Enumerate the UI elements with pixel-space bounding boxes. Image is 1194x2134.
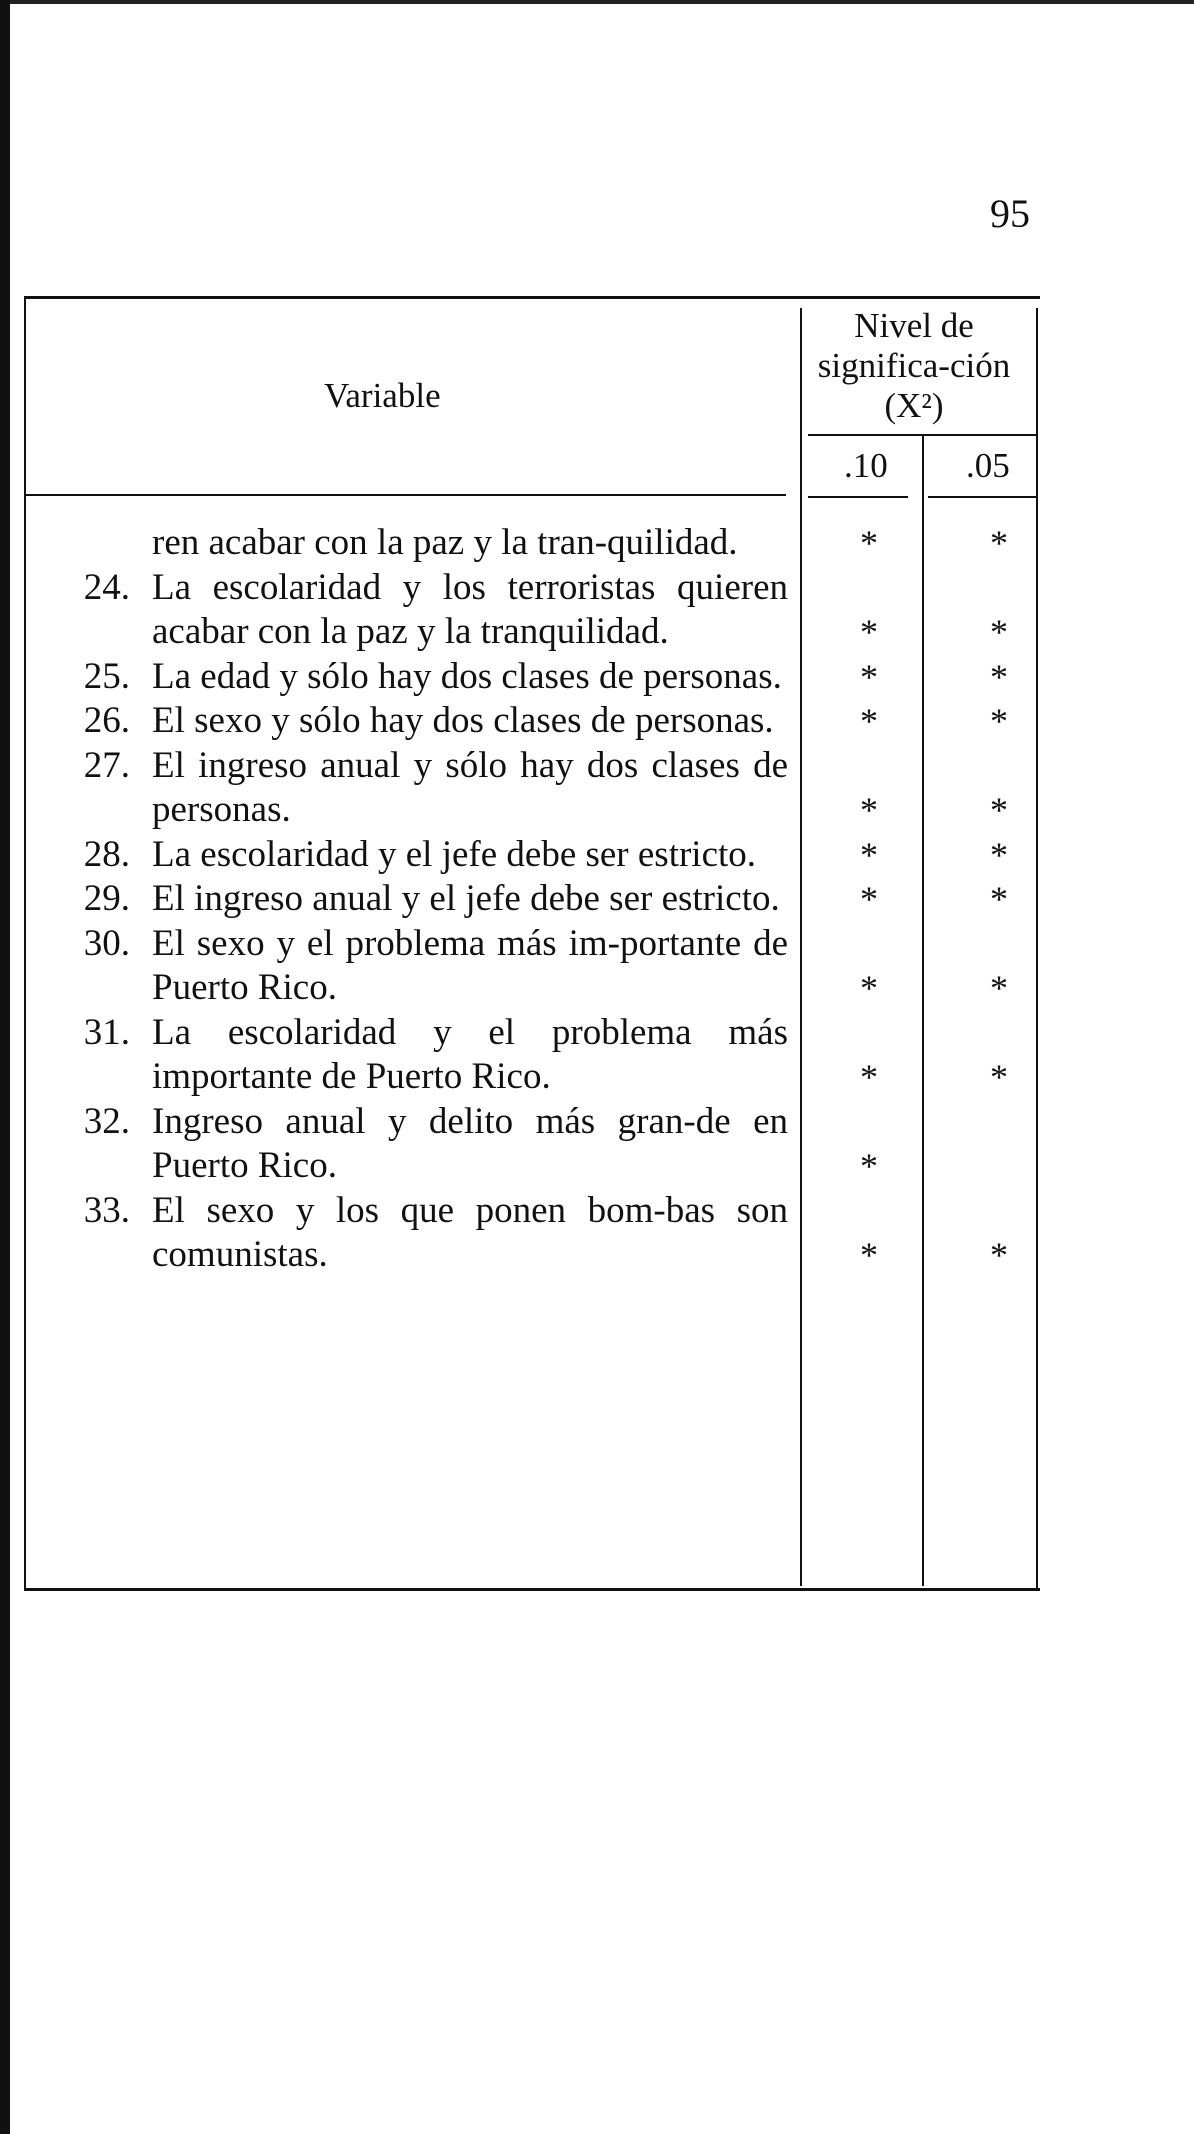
variable-column-header: Variable	[324, 376, 441, 415]
significance-mark-10: *	[860, 1235, 878, 1275]
row-variable-text: La escolaridad y los terroristas quieren acabar con la paz y la tranquilidad.	[152, 566, 788, 652]
header-bottom-rule-variable	[24, 494, 786, 496]
row-variable-text: El ingreso anual y sólo hay dos clases de personas.	[152, 744, 788, 830]
significance-table	[24, 296, 1040, 1592]
page-left-edge	[0, 0, 10, 2134]
level-05-header: .05	[966, 446, 1010, 485]
significance-mark-10: *	[860, 879, 878, 919]
row-variable-text: El sexo y sólo hay dos clases de personas.	[152, 700, 774, 741]
significance-mark-05: *	[990, 1235, 1008, 1275]
row-variable-text: La edad y sólo hay dos clases de personas.	[152, 655, 782, 697]
significance-mark-05: *	[990, 834, 1008, 875]
row-number: 31.	[83, 1011, 130, 1053]
table-row	[24, 1011, 1040, 1100]
significance-mark-10: *	[860, 523, 878, 563]
significance-mark-05: *	[990, 656, 1008, 697]
row-number: 24.	[83, 566, 130, 608]
table-row	[24, 833, 1040, 878]
row-variable-text: ren acabar con la paz y la tran-quilidad.	[152, 522, 738, 563]
table-row	[24, 699, 1040, 744]
significance-mark-10: *	[860, 656, 878, 697]
table-bottom-rule	[24, 1588, 1040, 1591]
table-row	[24, 1100, 1040, 1189]
row-variable-text: Ingreso anual y delito más gran-de en Puerto Rico.	[152, 1100, 788, 1186]
significance-mark-05: *	[990, 612, 1008, 652]
row-variable-text: La escolaridad y el problema más importante de Puerto Rico.	[152, 1011, 788, 1097]
significance-mark-10: *	[860, 790, 878, 830]
significance-mark-05: *	[990, 968, 1008, 1008]
page-number: 95	[990, 191, 1030, 236]
table-row	[24, 521, 1040, 566]
significance-mark-05: *	[990, 523, 1008, 563]
table-row	[24, 566, 1040, 655]
significance-mark-05: *	[990, 701, 1008, 741]
row-number: 25.	[83, 655, 130, 697]
row-variable-text: La escolaridad y el jefe debe ser estricto.	[152, 833, 757, 875]
row-number: 32.	[83, 1100, 130, 1142]
row-number: 29.	[83, 878, 130, 919]
significance-mark-10: *	[860, 1146, 878, 1186]
row-variable-text: El sexo y el problema más im-portante de Puerto Rico.	[152, 922, 788, 1008]
significance-mark-10: *	[860, 834, 878, 875]
table-row	[24, 655, 1040, 700]
row-number: 33.	[83, 1189, 130, 1231]
row-number: 30.	[83, 922, 130, 964]
level-10-header: .10	[844, 446, 888, 485]
page-top-edge	[0, 0, 1194, 4]
row-variable-text: El sexo y los que ponen bom-bas son comunistas.	[152, 1189, 788, 1275]
row-variable-text: El ingreso anual y el jefe debe ser estricto.	[152, 878, 780, 919]
row-number: 26.	[83, 700, 130, 741]
significance-mark-05: *	[990, 1057, 1008, 1097]
table-row	[24, 877, 1040, 922]
significance-mark-10: *	[860, 968, 878, 1008]
significance-mark-10: *	[860, 612, 878, 652]
header-bottom-rule-10	[808, 496, 908, 498]
row-number: 27.	[83, 744, 130, 786]
significance-column-header: Nivel de significa-ción (X²)	[817, 306, 1011, 425]
row-number: 28.	[83, 833, 130, 875]
header-sub-rule	[808, 434, 1036, 436]
table-top-rule	[24, 296, 1040, 299]
significance-mark-10: *	[860, 701, 878, 741]
table-row	[24, 744, 1040, 833]
significance-mark-05: *	[990, 879, 1008, 919]
header-bottom-rule-05	[928, 496, 1036, 498]
table-row	[24, 922, 1040, 1011]
significance-mark-05: *	[990, 790, 1008, 830]
table-body	[24, 521, 1040, 1278]
significance-mark-10: *	[860, 1057, 878, 1097]
table-row	[24, 1189, 1040, 1278]
